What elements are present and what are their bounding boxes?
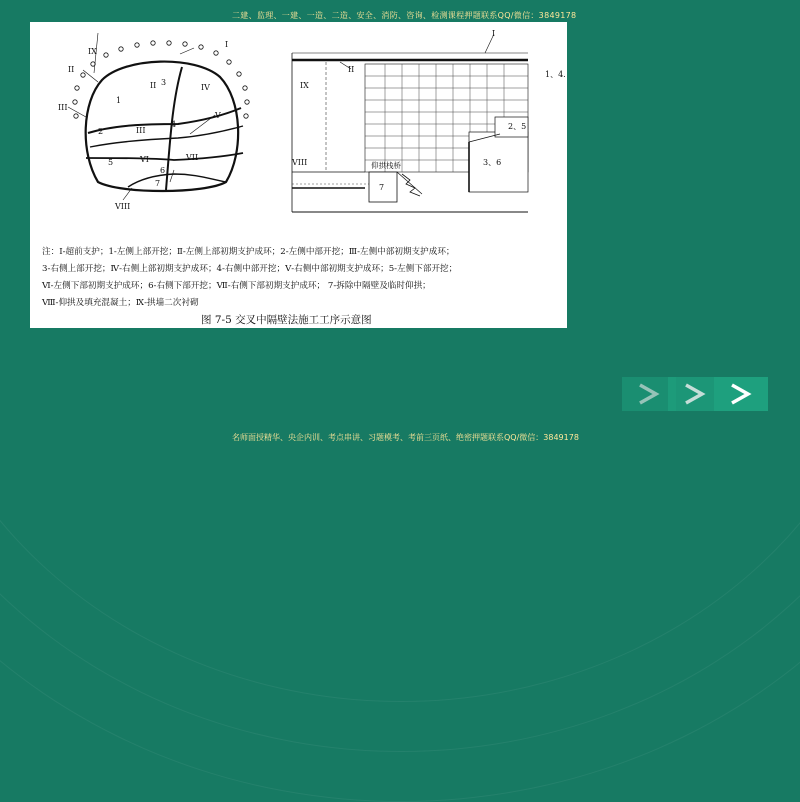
label-4: 4 — [171, 120, 177, 129]
next-slide-button[interactable] — [714, 377, 768, 411]
rlabel-1-4: 1、4. — [545, 70, 566, 79]
label-V: V — [215, 111, 221, 120]
note-line: 3-右侧上部开挖；Ⅳ-右侧上部初期支护成环；4-右侧中部开挖；Ⅴ-右侧中部初期支护成环；5-左侧下部开挖； — [42, 264, 458, 274]
label-III-inner: III — [136, 126, 146, 135]
label-II: II — [68, 65, 75, 74]
rlabel-2-5: 2、5 — [508, 122, 527, 131]
watermark-bottom: 名师面授精华、央企内训、考点串讲、习题模考、考前三页纸、绝密押题联系QQ/微信：3849178 — [232, 433, 579, 442]
figure-title: 图 7-5 交叉中隔壁法施工工序示意图 — [201, 314, 372, 326]
slide-content — [30, 22, 567, 328]
tunnel-diagram — [30, 22, 567, 242]
label-IX: IX — [88, 47, 97, 56]
label-IV: IV — [201, 83, 210, 92]
longitudinal-section — [292, 34, 528, 212]
note-line: Ⅵ-左侧下部初期支护成环；6-右侧下部开挖；Ⅶ-右侧下部初期支护成环； 7-拆除中隔壁及临时仰拱； — [42, 281, 431, 291]
label-1: 1 — [116, 96, 122, 105]
chevron-right-icon — [714, 377, 768, 411]
rlabel-trestle: 仰拱栈桥 — [371, 161, 401, 170]
label-VIII: VIII — [115, 202, 131, 211]
label-I: I — [225, 40, 229, 49]
figure-note — [42, 244, 562, 312]
label-3: 3 — [161, 78, 167, 87]
rlabel-7: 7 — [379, 183, 385, 192]
label-5: 5 — [108, 158, 114, 167]
label-2: 2 — [98, 127, 104, 136]
note-line: 注：Ⅰ-超前支护；1-左侧上部开挖；Ⅱ-左侧上部初期支护成环；2-左侧中部开挖；Ⅲ-左侧中部初期支护成环； — [42, 247, 455, 257]
label-II-inner: II — [150, 81, 157, 90]
cross-section — [68, 33, 249, 200]
label-VII: VII — [186, 153, 199, 162]
label-III: III — [58, 103, 68, 112]
rlabel-IX: IX — [300, 81, 309, 90]
label-7: 7 — [155, 179, 161, 188]
note-line: Ⅷ-仰拱及填充混凝土；Ⅸ-拱墙二次衬砌 — [42, 298, 199, 308]
rlabel-3-6: 3、6 — [483, 158, 502, 167]
label-VI: VI — [140, 155, 149, 164]
watermark-top: 二建、监理、一建、一造、二造、安全、消防、咨询、检测课程押题联系QQ/微信：3849178 — [232, 11, 577, 20]
rlabel-II: II — [348, 65, 355, 74]
rlabel-I: I — [492, 29, 496, 38]
rlabel-VIII: VIII — [292, 158, 308, 167]
label-6: 6 — [160, 166, 166, 175]
